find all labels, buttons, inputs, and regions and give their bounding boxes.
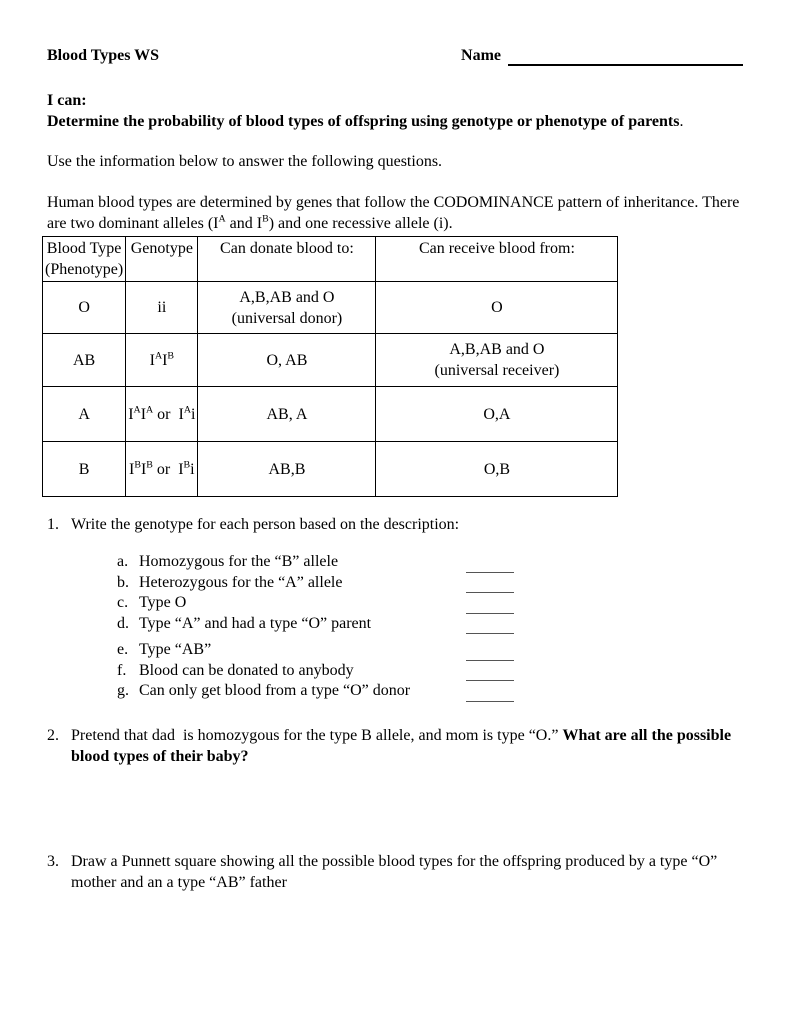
header bbox=[47, 45, 743, 66]
cell-phenotype: AB bbox=[43, 334, 126, 387]
item-text: Type O bbox=[139, 594, 187, 611]
cell-donate: O, AB bbox=[198, 334, 376, 387]
list-item bbox=[117, 661, 514, 682]
item-letter: g. bbox=[117, 682, 129, 699]
item-letter: f. bbox=[117, 661, 127, 679]
list-item bbox=[117, 593, 514, 614]
question-text: Write the genotype for each person based on the description: bbox=[71, 516, 460, 533]
answer-blank-line bbox=[466, 666, 514, 681]
codominance-paragraph: Human blood types are determined by genes that follow the CODOMINANCE pattern of inheritance. There are two dominant alleles ($I^A$ and $I^B$) and one recessive allele (i). bbox=[47, 194, 740, 232]
name-field bbox=[461, 45, 743, 66]
question-3 bbox=[47, 851, 743, 893]
item-letter: d. bbox=[117, 614, 129, 632]
i-can-label: I can: bbox=[47, 92, 87, 109]
cell-genotype: $I^AI^A$ or $I^Ai$ bbox=[126, 387, 198, 442]
cell-donate: AB,B bbox=[198, 442, 376, 497]
cell-phenotype: B bbox=[43, 442, 126, 497]
item-text: Can only get blood from a type “O” donor bbox=[139, 682, 411, 699]
cell-receive: O,A bbox=[376, 387, 618, 442]
table-row bbox=[43, 282, 618, 334]
question-2 bbox=[47, 725, 743, 767]
header-genotype: Genotype bbox=[126, 237, 198, 282]
question-number: 3. bbox=[47, 852, 59, 870]
item-letter: c. bbox=[117, 594, 129, 611]
answer-blank-line bbox=[466, 558, 514, 573]
objective-text: Determine the probability of blood types of offspring using genotype or phenotype of parents. bbox=[47, 113, 684, 130]
table-row bbox=[43, 387, 618, 442]
cell-donate: A,B,AB and O (universal donor) bbox=[198, 282, 376, 334]
blood-type-table bbox=[42, 236, 618, 497]
table-row bbox=[43, 334, 618, 387]
item-text: Heterozygous for the “A” allele bbox=[139, 573, 343, 591]
table-header-row bbox=[43, 237, 618, 282]
list-item bbox=[117, 681, 514, 702]
header-phenotype: Blood Type (Phenotype) bbox=[43, 237, 126, 282]
list-item bbox=[117, 573, 514, 594]
cell-receive: A,B,AB and O (universal receiver) bbox=[376, 334, 618, 387]
header-donate: Can donate blood to: bbox=[198, 237, 376, 282]
cell-phenotype: O bbox=[43, 282, 126, 334]
question-text: Pretend that dad is homozygous for the type B allele, and mom is type “O.” What are all the possible blood types of their baby? bbox=[71, 726, 736, 765]
answer-blank-line bbox=[466, 619, 514, 634]
answer-blank-line bbox=[466, 599, 514, 614]
cell-donate: AB, A bbox=[198, 387, 376, 442]
item-text: Type “A” and had a type “O” parent bbox=[139, 614, 372, 632]
question-text: Draw a Punnett square showing all the possible blood types for the offspring produced by a type “O” mother and an a type “AB” father bbox=[71, 852, 722, 891]
item-text: Homozygous for the “B” allele bbox=[139, 553, 339, 570]
cell-genotype: $I^AI^B$ bbox=[126, 334, 198, 387]
cell-receive: O,B bbox=[376, 442, 618, 497]
item-letter: b. bbox=[117, 573, 129, 591]
list-item bbox=[117, 640, 514, 661]
header-receive: Can receive blood from: bbox=[376, 237, 618, 282]
answer-blank-line bbox=[466, 687, 514, 702]
item-text: Type “AB” bbox=[139, 641, 212, 658]
list-item bbox=[117, 552, 514, 573]
doc-title: Blood Types WS bbox=[47, 47, 160, 64]
item-text: Blood can be donated to anybody bbox=[139, 661, 354, 679]
cell-genotype: $I^BI^B$ or $I^Bi$ bbox=[126, 442, 198, 497]
question-number: 2. bbox=[47, 726, 59, 744]
question-number: 1. bbox=[47, 516, 59, 533]
name-blank-line bbox=[508, 50, 743, 66]
cell-phenotype: A bbox=[43, 387, 126, 442]
intro-text: Use the information below to answer the following questions. bbox=[47, 153, 443, 170]
item-letter: e. bbox=[117, 641, 129, 658]
table-row bbox=[43, 442, 618, 497]
cell-receive: O bbox=[376, 282, 618, 334]
question-1-items bbox=[117, 552, 514, 702]
name-label: Name bbox=[461, 47, 501, 64]
cell-genotype: ii bbox=[126, 282, 198, 334]
item-letter: a. bbox=[117, 553, 129, 570]
answer-blank-line bbox=[466, 646, 514, 661]
question-1 bbox=[47, 514, 743, 535]
answer-blank-line bbox=[466, 578, 514, 593]
list-item bbox=[117, 614, 514, 635]
